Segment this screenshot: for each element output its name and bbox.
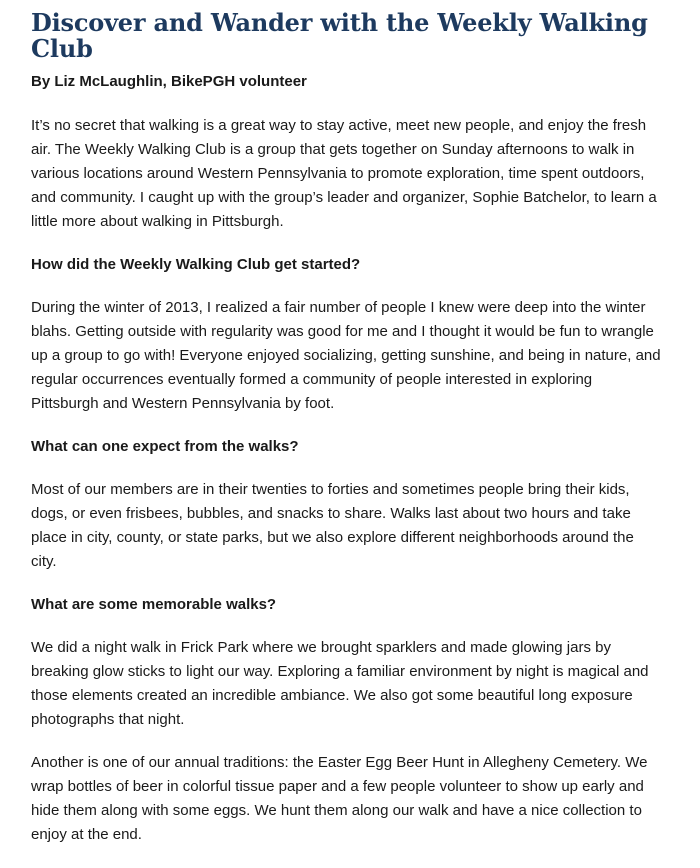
- article-title: Discover and Wander with the Weekly Walking Club: [31, 8, 648, 63]
- question-heading-2: What can one expect from the walks?: [31, 438, 299, 455]
- article-byline: By Liz McLaughlin, BikePGH volunteer: [31, 73, 307, 90]
- answer-paragraph-3a: We did a night walk in Frick Park where we brought sparklers and made glowing jars by breaking glow sticks to light our way. Exploring a familiar environment by night is magical and those elements created an incredible ambiance. We also got some beautiful long exposure photographs that night.: [31, 639, 649, 728]
- article: [31, 10, 661, 866]
- answer-paragraph-3b: Another is one of our annual traditions: the Easter Egg Beer Hunt in Allegheny Cemetery. We wrap bottles of beer in colorful tissue paper and a few people volunteer to show up early and hide them along with some eggs. We hunt them along our walk and have a nice collection to enjoy at the end.: [31, 754, 648, 843]
- intro-paragraph: It’s no secret that walking is a great way to stay active, meet new people, and enjoy the fresh air. The Weekly Walking Club is a group that gets together on Sunday afternoons to walk in various locations around Western Pennsylvania to promote exploration, time spent outdoors, and community. I caught up with the group’s leader and organizer, Sophie Batchelor, to learn a little more about walking in Pittsburgh.: [31, 117, 657, 230]
- answer-paragraph-1: During the winter of 2013, I realized a fair number of people I knew were deep into the winter blahs. Getting outside with regularity was good for me and I thought it would be fun to wrangle up a group to go with! Everyone enjoyed socializing, getting sunshine, and being in nature, and regular occurrences eventually formed a community of people interested in exploring Pittsburgh and Western Pennsylvania by foot.: [31, 299, 661, 412]
- question-heading-3: What are some memorable walks?: [31, 596, 277, 613]
- answer-paragraph-2: Most of our members are in their twenties to forties and sometimes people bring their kids, dogs, or even frisbees, bubbles, and snacks to share. Walks last about two hours and take place in city, county, or state parks, but we also explore different neighborhoods around the city.: [31, 481, 634, 570]
- question-heading-1: How did the Weekly Walking Club get started?: [31, 256, 361, 273]
